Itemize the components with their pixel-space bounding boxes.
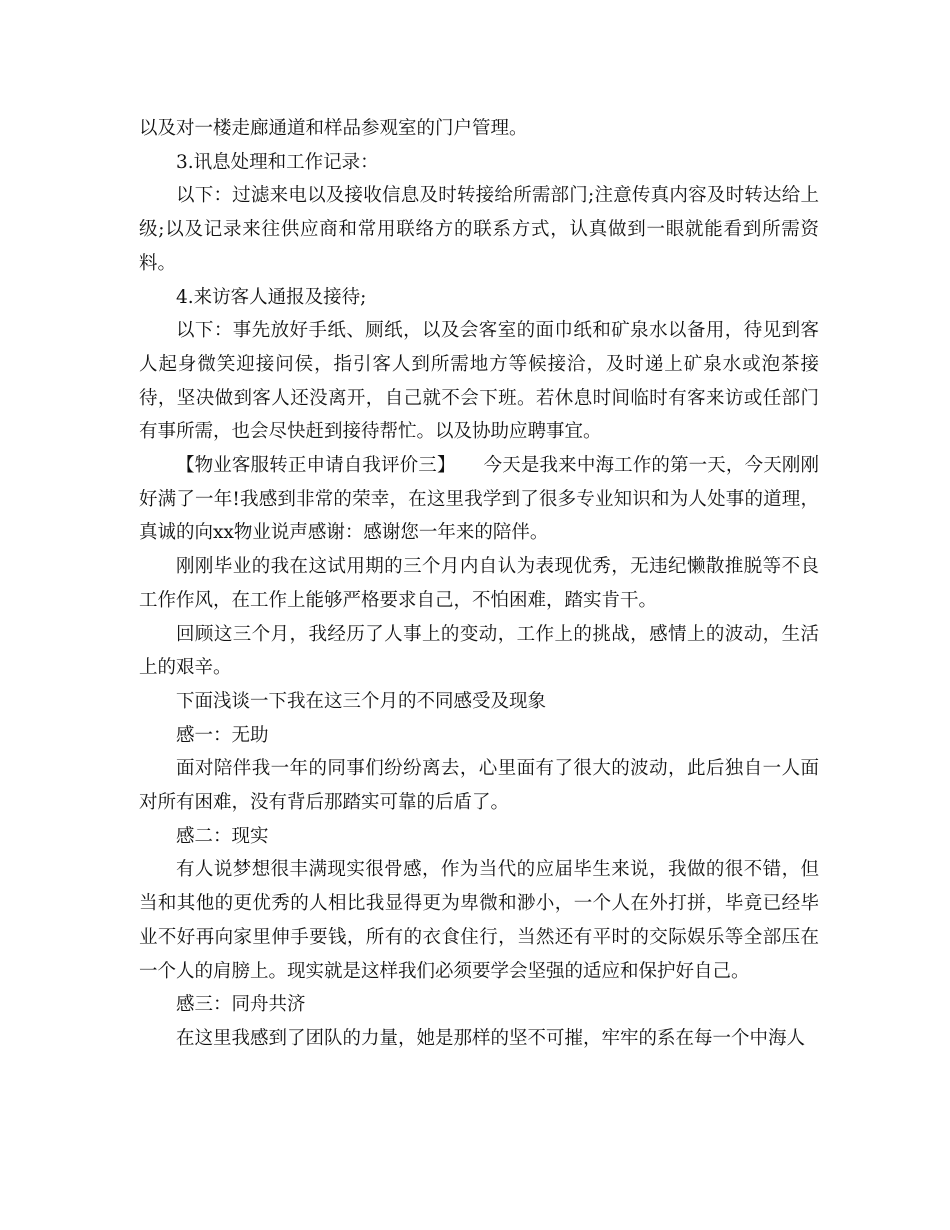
paragraph: 以下：事先放好手纸、厕纸，以及会客室的面巾纸和矿泉水以备用，待见到客人起身微笑迎接问侯，指引客人到所需地方等候接洽，及时递上矿泉水或泡茶接待，坚决做到客人还没离开，自己就不会下班。若休息时间临时有客来访或任部门有事所需，也会尽快赶到接待帮忙。以及协助应聘事宜。 — [139, 320, 819, 443]
paragraph: 下面浅谈一下我在这三个月的不同感受及现象 — [176, 690, 547, 712]
paragraph: 有人说梦想很丰满现实很骨感，作为当代的应届毕生来说，我做的很不错，但当和其他的更优秀的人相比我显得更为卑微和渺小，一个人在外打拼，毕竟已经毕业不好再向家里伸手要钱，所有的衣食住行，当然还有平时的交际娱乐等全部压在一个人的肩膀上。现实就是这样我们必须要学会坚强的适应和保护好自己。 — [139, 859, 819, 982]
paragraph: 面对陪伴我一年的同事们纷纷离去，心里面有了很大的波动，此后独自一人面对所有困难，没有背后那踏实可靠的后盾了。 — [139, 758, 819, 814]
section-heading-paragraph: 【物业客服转正申请自我评价三】 今天是我来中海工作的第一天，今天刚刚好满了一年!我感到非常的荣幸，在这里我学到了很多专业知识和为人处事的道理，真诚的向xx物业说声感谢：感谢您一年来的陪伴。 — [139, 455, 819, 544]
paragraph: 4.来访客人通报及接待; — [176, 286, 367, 308]
subheading: 感二：现实 — [176, 825, 269, 847]
subheading: 感一：无助 — [176, 724, 269, 746]
subheading: 感三：同舟共济 — [176, 994, 306, 1016]
paragraph: 3.讯息处理和工作记录： — [176, 151, 379, 173]
document-body — [139, 112, 819, 1056]
paragraph: 在这里我感到了团队的力量，她是那样的坚不可摧，牢牢的系在每一个中海人 — [176, 1027, 806, 1049]
paragraph: 回顾这三个月，我经历了人事上的变动，工作上的挑战，感情上的波动，生活上的艰辛。 — [139, 623, 819, 679]
paragraph: 以及对一楼走廊通道和样品参观室的门户管理。 — [139, 118, 528, 139]
paragraph: 以下：过滤来电以及接收信息及时转接给所需部门;注意传真内容及时转达给上级;以及记录来往供应商和常用联络方的联系方式，认真做到一眼就能看到所需资料。 — [139, 185, 819, 274]
paragraph: 刚刚毕业的我在这试用期的三个月内自认为表现优秀，无违纪懒散推脱等不良工作作风，在工作上能够严格要求自己，不怕困难，踏实肯干。 — [139, 556, 819, 611]
